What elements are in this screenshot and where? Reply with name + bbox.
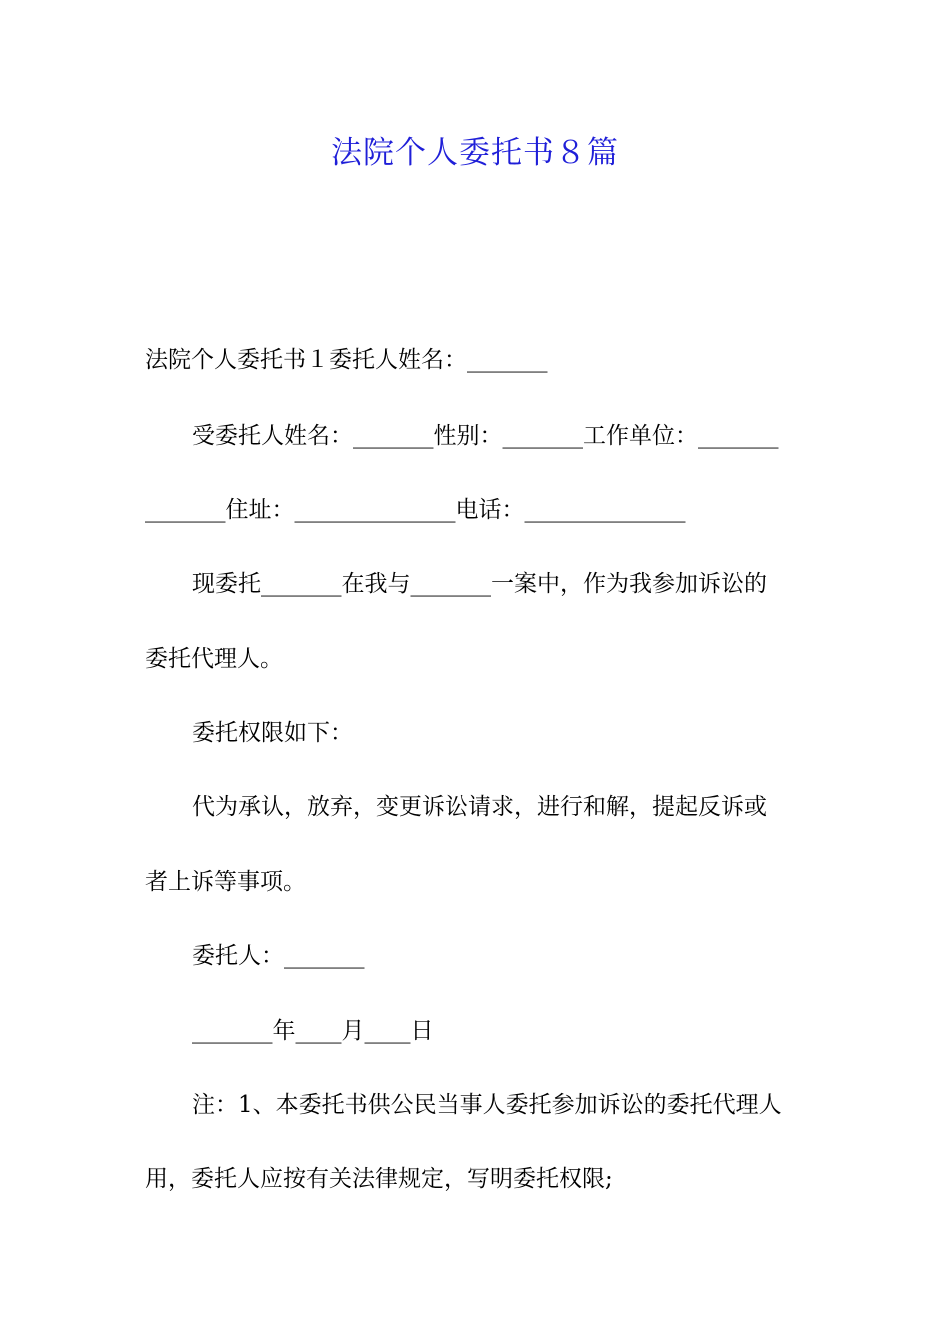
paragraph-line: 受委托人姓名：_______性别：_______工作单位：_______: [192, 423, 779, 449]
paragraph-line: 法院个人委托书１委托人姓名：_______: [145, 347, 548, 373]
paragraph-line: 注：1、本委托书供公民当事人委托参加诉讼的委托代理人: [192, 1092, 782, 1118]
paragraph-line: 代为承认，放弃，变更诉讼请求，进行和解，提起反诉或: [192, 794, 767, 820]
paragraph-line: 委托人：_______: [192, 943, 365, 969]
paragraph-line: 现委托_______在我与_______一案中，作为我参加诉讼的: [192, 571, 767, 597]
paragraph-line: 用，委托人应按有关法律规定，写明委托权限;: [145, 1166, 613, 1192]
paragraph-line: 委托权限如下：: [192, 720, 353, 746]
paragraph-line: 者上诉等事项。: [145, 869, 306, 895]
paragraph-line: _______住址：______________电话：______________: [145, 497, 686, 523]
paragraph-line: _______年____月____日: [192, 1018, 434, 1044]
paragraph-line: 委托代理人。: [145, 646, 283, 672]
document-title: 法院个人委托书８篇: [331, 135, 619, 171]
